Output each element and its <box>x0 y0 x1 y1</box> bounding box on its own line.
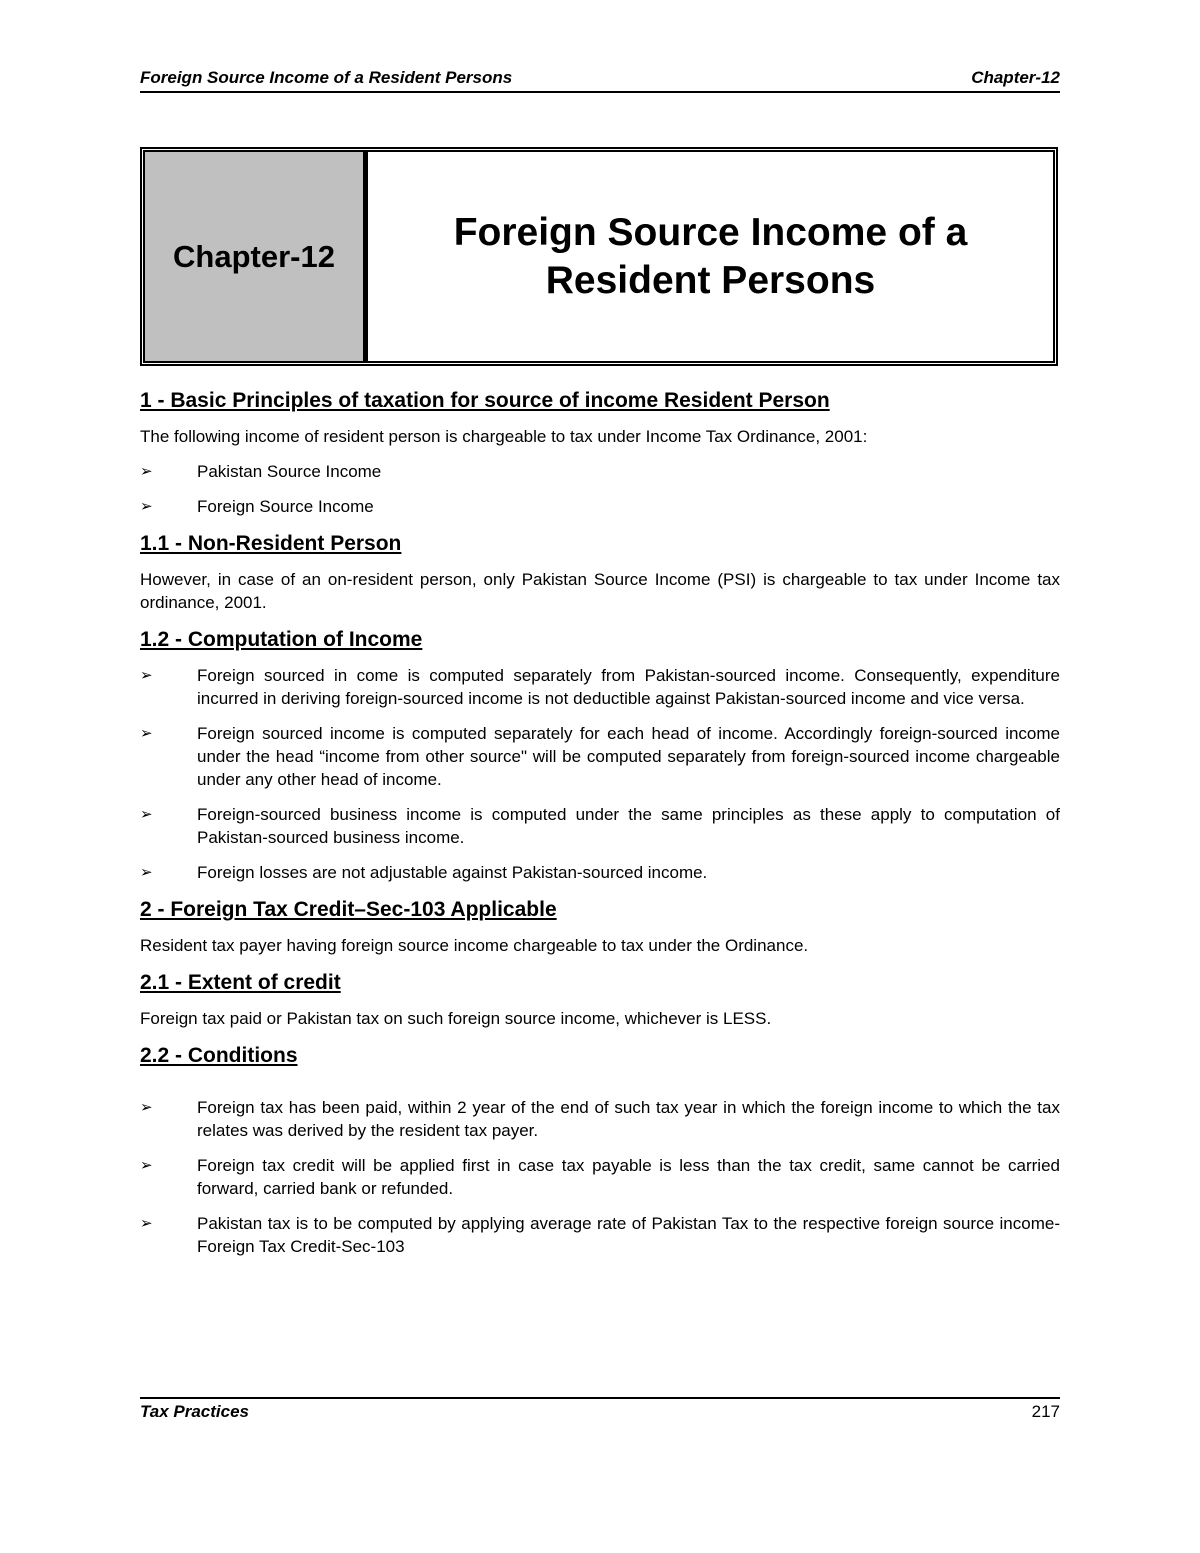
section-heading: 2 - Foreign Tax Credit–Sec-103 Applicable <box>140 898 557 921</box>
arrowhead-bullet-icon: ➢ <box>140 498 153 515</box>
list-item <box>140 861 1060 884</box>
section-heading: 2.2 - Conditions <box>140 1044 298 1067</box>
list-item <box>140 803 1060 849</box>
arrowhead-bullet-icon: ➢ <box>140 1099 153 1116</box>
page-header <box>140 68 1060 93</box>
arrowhead-bullet-icon: ➢ <box>140 864 153 881</box>
arrowhead-bullet-icon: ➢ <box>140 1215 153 1232</box>
list-item <box>140 1096 1060 1142</box>
chapter-title-box <box>140 147 1058 366</box>
list-item <box>140 722 1060 791</box>
page-number: 217 <box>1031 1402 1060 1421</box>
chapter-label: Chapter-12 <box>145 152 368 361</box>
list-item <box>140 495 1060 518</box>
list-item-text: Foreign-sourced business income is computed under the same principles as these apply to computation of Pakistan-sourced business income. <box>197 805 1060 847</box>
list-item-text: Foreign sourced in come is computed separately from Pakistan-sourced income. Consequently, expenditure incurred in deriving foreign-sourced income is not deductible against Pakistan-sourced income and vice versa. <box>197 666 1060 708</box>
list-item <box>140 664 1060 710</box>
list-item <box>140 1212 1060 1258</box>
section-2 <box>140 896 1060 957</box>
chapter-title-line-1: Foreign Source Income of a <box>453 210 968 254</box>
arrowhead-bullet-icon: ➢ <box>140 463 153 480</box>
paragraph: However, in case of an on-resident person, only Pakistan Source Income (PSI) is chargeable to tax under Income tax ordinance, 2001. <box>140 570 1060 612</box>
list-item-text: Pakistan tax is to be computed by applying average rate of Pakistan Tax to the respective foreign source income-Foreign Tax Credit-Sec-103 <box>197 1214 1060 1256</box>
section-heading: 1.2 - Computation of Income <box>140 628 423 651</box>
section-1-2 <box>140 626 1060 884</box>
list-item <box>140 1154 1060 1200</box>
arrowhead-bullet-icon: ➢ <box>140 806 153 823</box>
paragraph: Foreign tax paid or Pakistan tax on such foreign source income, whichever is LESS. <box>140 1009 772 1028</box>
footer-title: Tax Practices <box>140 1402 249 1421</box>
section-heading: 1.1 - Non-Resident Person <box>140 532 402 555</box>
arrowhead-bullet-icon: ➢ <box>140 1157 153 1174</box>
list-item-text: Foreign losses are not adjustable against Pakistan-sourced income. <box>197 863 708 882</box>
section-1-1 <box>140 530 1060 614</box>
paragraph: Resident tax payer having foreign source income chargeable to tax under the Ordinance. <box>140 936 809 955</box>
bullet-list <box>140 664 1060 884</box>
section-2-1 <box>140 969 1060 1030</box>
section-heading: 2.1 - Extent of credit <box>140 971 341 994</box>
paragraph: The following income of resident person is chargeable to tax under Income Tax Ordinance, 2001: <box>140 427 868 446</box>
section-1 <box>140 387 1060 518</box>
page-footer <box>140 1397 1060 1422</box>
chapter-title-line-2: Resident Persons <box>545 258 876 302</box>
list-item <box>140 460 1060 483</box>
page-content <box>140 387 1060 1270</box>
section-heading: 1 - Basic Principles of taxation for source of income Resident Person <box>140 389 830 412</box>
list-item-text: Foreign tax has been paid, within 2 year of the end of such tax year in which the foreign income to which the tax relates was derived by the resident tax payer. <box>197 1098 1060 1140</box>
arrowhead-bullet-icon: ➢ <box>140 667 153 684</box>
list-item-text: Foreign sourced income is computed separately for each head of income. Accordingly foreign-sourced income under the head “income from other source" will be computed separately from foreign-sourced income chargeable under any other head of income. <box>197 724 1060 789</box>
header-chapter: Chapter-12 <box>971 68 1060 87</box>
section-2-2 <box>140 1042 1060 1258</box>
arrowhead-bullet-icon: ➢ <box>140 725 153 742</box>
chapter-title <box>368 152 1053 361</box>
bullet-list <box>140 460 1060 518</box>
bullet-list <box>140 1096 1060 1258</box>
header-title: Foreign Source Income of a Resident Persons <box>140 68 513 87</box>
list-item-text: Pakistan Source Income <box>197 462 382 481</box>
list-item-text: Foreign Source Income <box>197 497 374 516</box>
list-item-text: Foreign tax credit will be applied first in case tax payable is less than the tax credit, same cannot be carried forward, carried bank or refunded. <box>197 1156 1060 1198</box>
